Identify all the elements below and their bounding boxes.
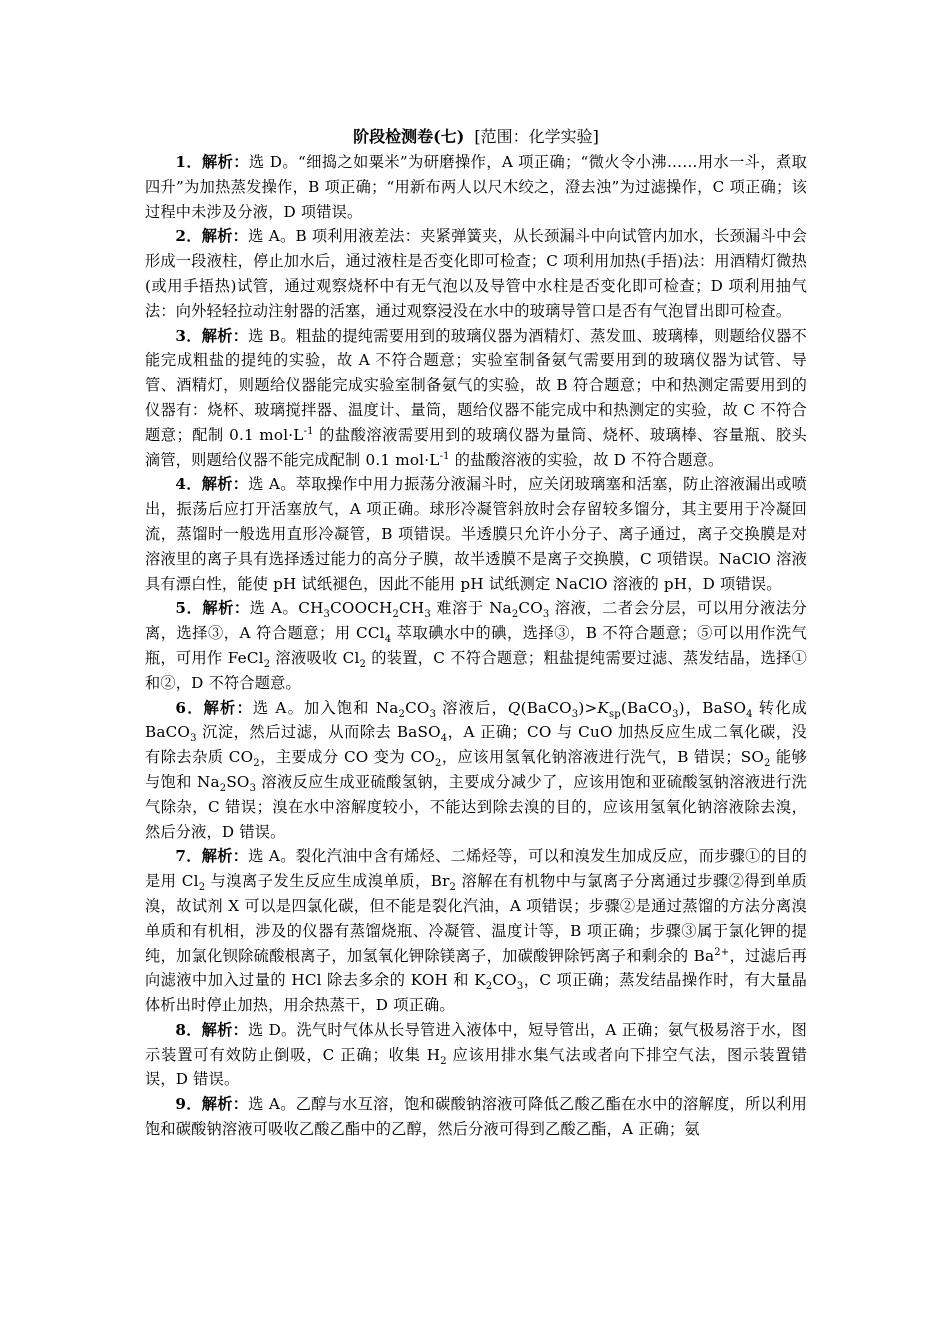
answer-item <box>145 1092 807 1142</box>
answer-text: 选 A。$CH_3COOCH_2CH_3$ 难溶于 $Na_2CO_3$ 溶液，二者会分层，可以用分液法分离，选择③，A 符合题意；用 CCl$_4$ 萃取碘水中的碘，选择③，B 不符合题意；⑤可以用作洗气瓶，可用作 FeCl$_2$ 溶液吸收 $Cl_2$ 的装置，C 不符合题意；粗盐提纯需要过滤、蒸发结晶，选择①和②，D 不符合题意。 <box>145 599 808 692</box>
answer-text: 选 B。粗盐的提纯需要用到的玻璃仪器为酒精灯、蒸发皿、玻璃棒，则题给仪器不能完成粗盐的提纯的实验，故 A 不符合题意；实验室制备氨气需要用到的玻璃仪器为试管、导管、酒精灯，则题给仪器能完成实验室制备氨气的实验，故 B 符合题意；中和热测定需要用到的仪器有：烧杯、玻璃搅拌器、温度计、量筒，题给仪器不能完成中和热测定的实验，故 C 不符合题意；配制 0.1 $mol\cdot L^{-1}$ 的盐酸溶液需要用到的玻璃仪器为量筒、烧杯、玻璃棒、容量瓶、胶头滴管，则题给仪器不能完成配制 0.1 $mol\cdot L^{-1}$ 的盐酸溶液的实验，故 D 不符合题意。 <box>145 326 808 469</box>
answer-label: 解析： <box>202 153 249 171</box>
answer-number: 4． <box>175 475 202 494</box>
answer-label: 解析： <box>201 227 249 246</box>
answer-label: 解析： <box>201 326 249 345</box>
answer-number: 9． <box>175 1095 202 1114</box>
answer-item <box>145 150 807 224</box>
document-page <box>145 124 807 1142</box>
answer-text: 选 A。加入饱和 $Na_2CO_3$ 溶液后，$Q(BaCO_3)>K_{sp}(BaCO_3)$，BaSO$_4$ 转化成 BaCO$_3$ 沉淀，然后过滤，从而除去 BaSO$_4$，A 正确；CO 与 CuO 加热反应生成二氧化碳，没有除去杂质 $CO_2$，主要成分 CO 变为 $CO_2$，应该用氢氧化钠溶液进行洗气，B 错误；$SO_2$ 能够与饱和 $Na_2SO_3$ 溶液反应生成亚硫酸氢钠，主要成分减少了，应该用饱和亚硫酸氢钠溶液进行洗气除杂，C 错误；溴在水中溶解度较小，不能达到除去溴的目的，应该用氢氧化钠溶液除去溴，然后分液，D 错误。 <box>145 698 808 841</box>
answer-text: 选 A。B 项利用液差法：夹紧弹簧夹，从长颈漏斗中向试管内加水，长颈漏斗中会形成一段液柱，停止加水后，通过液柱是否变化即可检查；C 项利用加热(手捂)法：用酒精灯微热(或用手捂热)试管，通过观察烧杯中有无气泡以及导管中水柱是否变化即可检查；D 项利用抽气法：向外轻轻拉动注射器的活塞，通过观察浸没在水中的玻璃导管口是否有气泡冒出即可检查。 <box>145 227 807 320</box>
answer-label: 解析： <box>203 698 253 717</box>
title-range: [范围：化学实验] <box>474 127 599 146</box>
answer-text: 选 A。萃取操作中用力振荡分液漏斗时，应关闭玻璃塞和活塞，防止溶液漏出或喷出，振荡后应打开活塞放气，A 项正确。球形冷凝管斜放时会存留较多馏分，其主要用于冷凝回流，蒸馏时一般选用直形冷凝管，B 项错误。半透膜只允许小分子、离子通过，离子交换膜是对溶液里的离子具有选择透过能力的高分子膜，故半透膜不是离子交换膜，C 项错误。NaClO 溶液具有漂白性，能使 pH 试纸褪色，因此不能用 pH 试纸测定 NaClO 溶液的 pH，D 项错误。 <box>145 475 808 593</box>
answer-number: 7． <box>175 847 202 866</box>
answer-label: 解析： <box>201 847 249 866</box>
answer-number: 8． <box>175 1020 202 1039</box>
answer-text: 选 A。乙醇与水互溶，饱和碳酸钠溶液可降低乙酸乙酯在水中的溶解度，所以利用饱和碳酸钠溶液可吸收乙酸乙酯中的乙醇，然后分液可得到乙酸乙酯，A 正确；氨 <box>145 1095 808 1139</box>
answer-text: 选 D。“细捣之如粟米”为研磨操作，A 项正确；“微火令小沸……用水一斗，煮取四升”为加热蒸发操作，B 项正确；“用新布两人以尺木绞之，澄去浊”为过滤操作，C 项正确；该过程中未涉及分液，D 项错误。 <box>145 153 807 221</box>
answer-text: 选 D。洗气时气体从长导管进入液体中，短导管出，A 正确；氨气极易溶于水，图示装置可有效防止倒吸，C 正确；收集 $H_2$ 应该用排水集气法或者向下排空气法，图示装置错误，D 错误。 <box>145 1020 808 1089</box>
answer-number: 1． <box>175 153 203 171</box>
answer-number: 3． <box>175 326 202 345</box>
answer-label: 解析： <box>201 475 249 494</box>
title-main: 阶段检测卷(七) <box>353 127 465 146</box>
answer-number: 2． <box>175 227 202 246</box>
answer-label: 解析： <box>201 1095 249 1114</box>
answer-item <box>145 1018 807 1092</box>
answer-list <box>145 150 807 1142</box>
answer-number: 5． <box>175 599 203 618</box>
document-title <box>145 124 807 150</box>
answer-item <box>145 224 807 323</box>
answer-label: 解析： <box>202 599 250 618</box>
answer-number: 6． <box>175 698 204 717</box>
answer-text: 选 A。裂化汽油中含有烯烃、二烯烃等，可以和溴发生加成反应，而步骤①的目的是用 $Cl_2$ 与溴离子发生反应生成溴单质，$Br_2$ 溶解在有机物中与氯离子分离通过步骤②得到单质溴，故试剂 X 可以是四氯化碳，但不能是裂化汽油，A 项错误；步骤②是通过蒸馏的方法分离溴单质和有机相，涉及的仪器有蒸馏烧瓶、冷凝管、温度计等，B 项正确；步骤③属于氯化钾的提纯，加氯化钡除硫酸根离子，加氢氧化钾除镁离子，加碳酸钾除钙离子和剩余的 $Ba^{2+}$，过滤后再向滤液中加入过量的 HCl 除去多余的 KOH 和 $K_2CO_3$，C 项正确；蒸发结晶操作时，有大量晶体析出时停止加热，用余热蒸干，D 项正确。 <box>145 847 808 1015</box>
answer-label: 解析： <box>201 1020 249 1039</box>
answer-item <box>145 696 807 845</box>
answer-item <box>145 844 807 1018</box>
answer-item <box>145 596 807 695</box>
answer-item <box>145 324 807 473</box>
answer-item <box>145 472 807 596</box>
